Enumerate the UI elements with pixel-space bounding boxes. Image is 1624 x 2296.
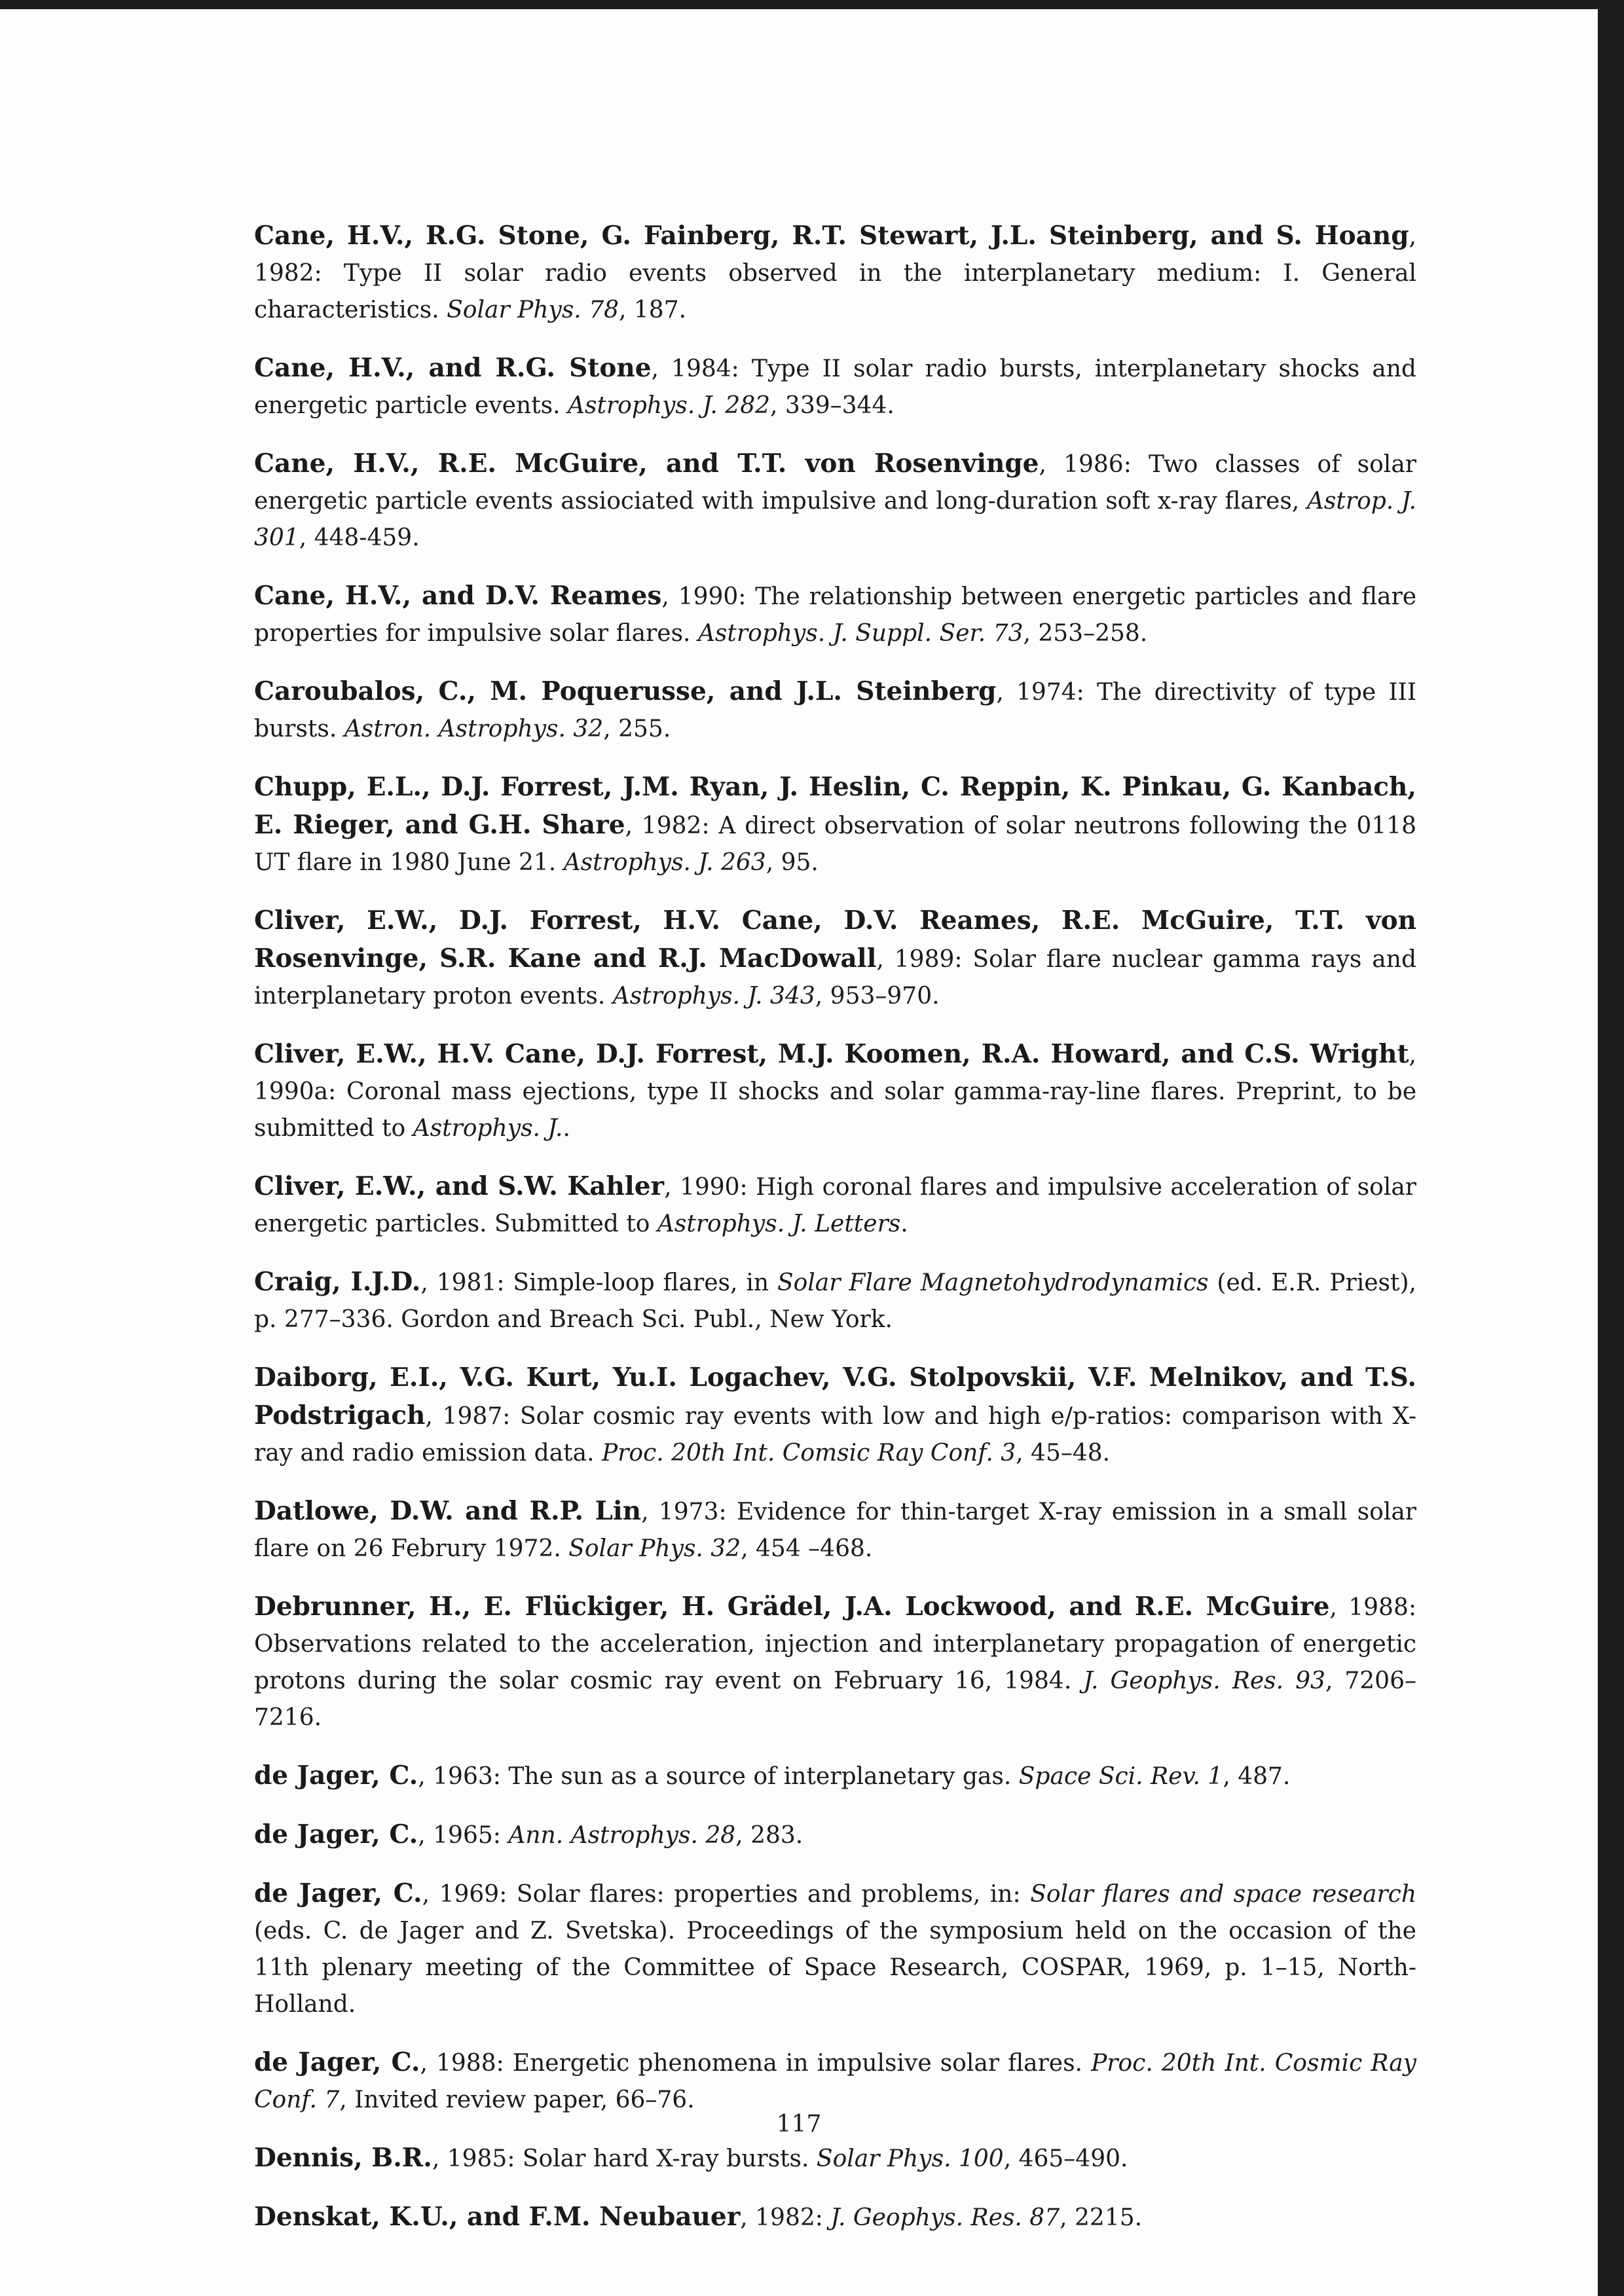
reference-authors: Cliver, E.W., D.J. Forrest, H.V. Cane, D.V. Reames, R.E. McGuire, T.T. von Rosenvinge, S.R. Kane and R.J. MacDowall	[254, 905, 1416, 974]
reference-text: , 953–970.	[815, 983, 940, 1010]
reference-authors: Debrunner, H., E. Flückiger, H. Grädel, J.A. Lockwood, and R.E. McGuire	[254, 1592, 1330, 1622]
reference-authors: Dennis, B.R.	[254, 2143, 432, 2173]
reference-entry	[254, 445, 1416, 556]
reference-entry	[254, 1036, 1416, 1147]
reference-authors: de Jager, C.	[254, 1760, 418, 1791]
reference-entry	[254, 1875, 1416, 2023]
reference-text: (ed. E.R. Priest), p. 277–336. Gordon and Breach Sci. Publ., New York.	[254, 1269, 1416, 1333]
reference-journal: Solar flares and space research	[1030, 1881, 1417, 1908]
reference-text: , 454 –468.	[741, 1535, 873, 1562]
reference-journal: Ann. Astrophys. 28	[508, 1822, 736, 1849]
reference-text: , 1988: Energetic phenomena in impulsive solar flares.	[420, 2050, 1092, 2077]
reference-text: , 253–258.	[1023, 620, 1148, 647]
reference-journal: Astrophys. J. 263	[563, 849, 766, 876]
reference-authors: de Jager, C.	[254, 1819, 418, 1850]
reference-authors: de Jager, C.	[254, 1878, 422, 1908]
reference-journal: Astrophys. J. Suppl. Ser. 73	[697, 620, 1024, 647]
reference-authors: Cane, H.V., R.G. Stone, G. Fainberg, R.T. Stewart, J.L. Steinberg, and S. Hoang	[254, 221, 1409, 251]
reference-journal: Space Sci. Rev. 1	[1018, 1763, 1223, 1790]
reference-list	[254, 217, 1416, 2257]
reference-text: , 1985: Solar hard X-ray bursts.	[432, 2145, 817, 2172]
reference-text: , 448-459.	[299, 524, 420, 551]
reference-text: , 1981: Simple-loop flares, in	[420, 1269, 777, 1296]
reference-text: , 1990a: Coronal mass ejections, type II shocks and solar gamma-ray-line flares. Preprint, to be submitted to	[254, 1042, 1416, 1142]
reference-authors: Chupp, E.L., D.J. Forrest, J.M. Ryan, J. Heslin, C. Reppin, K. Pinkau, G. Kanbach, E. Rieger, and G.H. Share	[254, 772, 1416, 840]
reference-journal: J. Geophys. Res. 87	[830, 2204, 1060, 2231]
reference-authors: Cliver, E.W., and S.W. Kahler	[254, 1171, 665, 1201]
reference-text: , 95.	[766, 849, 819, 876]
reference-text: , 1988: Observations related to the acceleration, injection and interplanetary propagation of energetic protons during the solar cosmic ray event on February 16, 1984.	[254, 1594, 1416, 1694]
reference-entry	[254, 350, 1416, 424]
reference-entry	[254, 2044, 1416, 2119]
reference-entry	[254, 217, 1416, 329]
reference-text: , 465–490.	[1003, 2145, 1128, 2172]
reference-text: , 487.	[1223, 1763, 1291, 1790]
reference-text: , 2215.	[1060, 2204, 1143, 2231]
reference-authors: de Jager, C.	[254, 2047, 420, 2077]
reference-text: , 255.	[603, 716, 671, 742]
reference-entry	[254, 1757, 1416, 1795]
reference-text: , 1969: Solar flares: properties and problems, in:	[422, 1881, 1031, 1908]
reference-entry	[254, 1168, 1416, 1243]
reference-authors: Cane, H.V., R.E. McGuire, and T.T. von Rosenvinge	[254, 448, 1039, 479]
reference-journal: Proc. 20th Int. Cosmic Ray Conf. 7	[254, 2050, 1417, 2113]
page-number: 117	[776, 2111, 822, 2138]
reference-authors: Caroubalos, C., M. Poquerusse, and J.L. Steinberg	[254, 676, 997, 706]
reference-text: , 7206–7216.	[254, 1667, 1416, 1731]
reference-text: (eds. C. de Jager and Z. Svetska). Proceedings of the symposium held on the occasion of the 11th plenary meeting of the Committee of Space Research, COSPAR, 1969, p. 1–15, North-Holland.	[254, 1918, 1416, 2018]
reference-entry	[254, 1493, 1416, 1567]
reference-entry	[254, 2198, 1416, 2236]
reference-text: , 1989: Solar flare nuclear gamma rays and interplanetary proton events.	[254, 946, 1417, 1010]
reference-entry	[254, 1264, 1416, 1338]
reference-authors: Cane, H.V., and R.G. Stone	[254, 353, 652, 383]
reference-journal: J. Geophys. Res. 93	[1083, 1667, 1325, 1694]
reference-text: , 1990: The relationship between energetic particles and flare properties for impulsive solar flares.	[254, 583, 1417, 647]
reference-journal: Proc. 20th Int. Comsic Ray Conf. 3	[601, 1440, 1016, 1467]
reference-journal: Astrop. J. 301	[254, 488, 1416, 551]
reference-entry	[254, 2140, 1416, 2178]
reference-text: , 1990: High coronal flares and impulsive acceleration of solar energetic particles. Submitted to	[254, 1174, 1416, 1237]
reference-entry	[254, 1588, 1416, 1736]
reference-journal: Astron. Astrophys. 32	[344, 716, 604, 742]
reference-authors: Craig, I.J.D.	[254, 1267, 421, 1297]
reference-text: , 1982:	[740, 2204, 831, 2231]
reference-entry	[254, 577, 1416, 652]
reference-text: , 1987: Solar cosmic ray events with low and high e/p-ratios: comparison with X-ray and radio emission data.	[254, 1403, 1416, 1467]
reference-authors: Cliver, E.W., H.V. Cane, D.J. Forrest, M.J. Koomen, R.A. Howard, and C.S. Wright	[254, 1039, 1409, 1069]
reference-text: , 187.	[619, 297, 687, 323]
reference-text: .	[900, 1211, 908, 1237]
reference-text: , 45–48.	[1016, 1440, 1111, 1467]
reference-text: , 1973: Evidence for thin-target X-ray emission in a small solar flare on 26 Februry 1972.	[254, 1499, 1416, 1562]
reference-text: , 1986: Two classes of solar energetic particle events assiociated with impulsive and long-duration soft x-ray flares,	[254, 451, 1416, 515]
reference-text: , 1974: The directivity of type III bursts.	[254, 679, 1416, 742]
reference-entry	[254, 673, 1416, 748]
reference-text: , Invited review paper, 66–76.	[339, 2086, 695, 2113]
reference-entry	[254, 902, 1416, 1015]
reference-journal: Astrophys. J.	[413, 1115, 563, 1142]
reference-text: , 283.	[735, 1822, 803, 1849]
reference-entry	[254, 1359, 1416, 1472]
reference-authors: Cane, H.V., and D.V. Reames	[254, 581, 662, 611]
reference-text: , 1965:	[418, 1822, 509, 1849]
reference-entry	[254, 769, 1416, 881]
reference-journal: Astrophys. J. Letters	[657, 1211, 901, 1237]
reference-journal: Solar Phys. 100	[816, 2145, 1004, 2172]
reference-text: , 1963: The sun as a source of interplanetary gas.	[418, 1763, 1019, 1790]
reference-journal: Solar Phys. 78	[447, 297, 619, 323]
reference-authors: Datlowe, D.W. and R.P. Lin	[254, 1496, 642, 1526]
reference-text: , 1982: Type II solar radio events observed in the interplanetary medium: I. General characteristics.	[254, 223, 1416, 323]
reference-entry	[254, 1816, 1416, 1854]
reference-journal: Astrophys. J. 343	[612, 983, 815, 1010]
reference-text: .	[563, 1115, 570, 1142]
reference-journal: Solar Flare Magnetohydrodynamics	[777, 1269, 1209, 1296]
reference-journal: Solar Phys. 32	[568, 1535, 741, 1562]
reference-authors: Denskat, K.U., and F.M. Neubauer	[254, 2202, 741, 2232]
reference-authors: Daiborg, E.I., V.G. Kurt, Yu.I. Logachev, V.G. Stolpovskii, V.F. Melnikov, and T.S. Podstrigach	[254, 1362, 1416, 1430]
reference-text: , 1984: Type II solar radio bursts, interplanetary shocks and energetic particle events.	[254, 355, 1416, 419]
reference-text: , 339–344.	[770, 392, 895, 419]
reference-journal: Astrophys. J. 282	[568, 392, 771, 419]
reference-text: , 1982: A direct observation of solar neutrons following the 0118 UT flare in 1980 June 21.	[254, 812, 1416, 876]
